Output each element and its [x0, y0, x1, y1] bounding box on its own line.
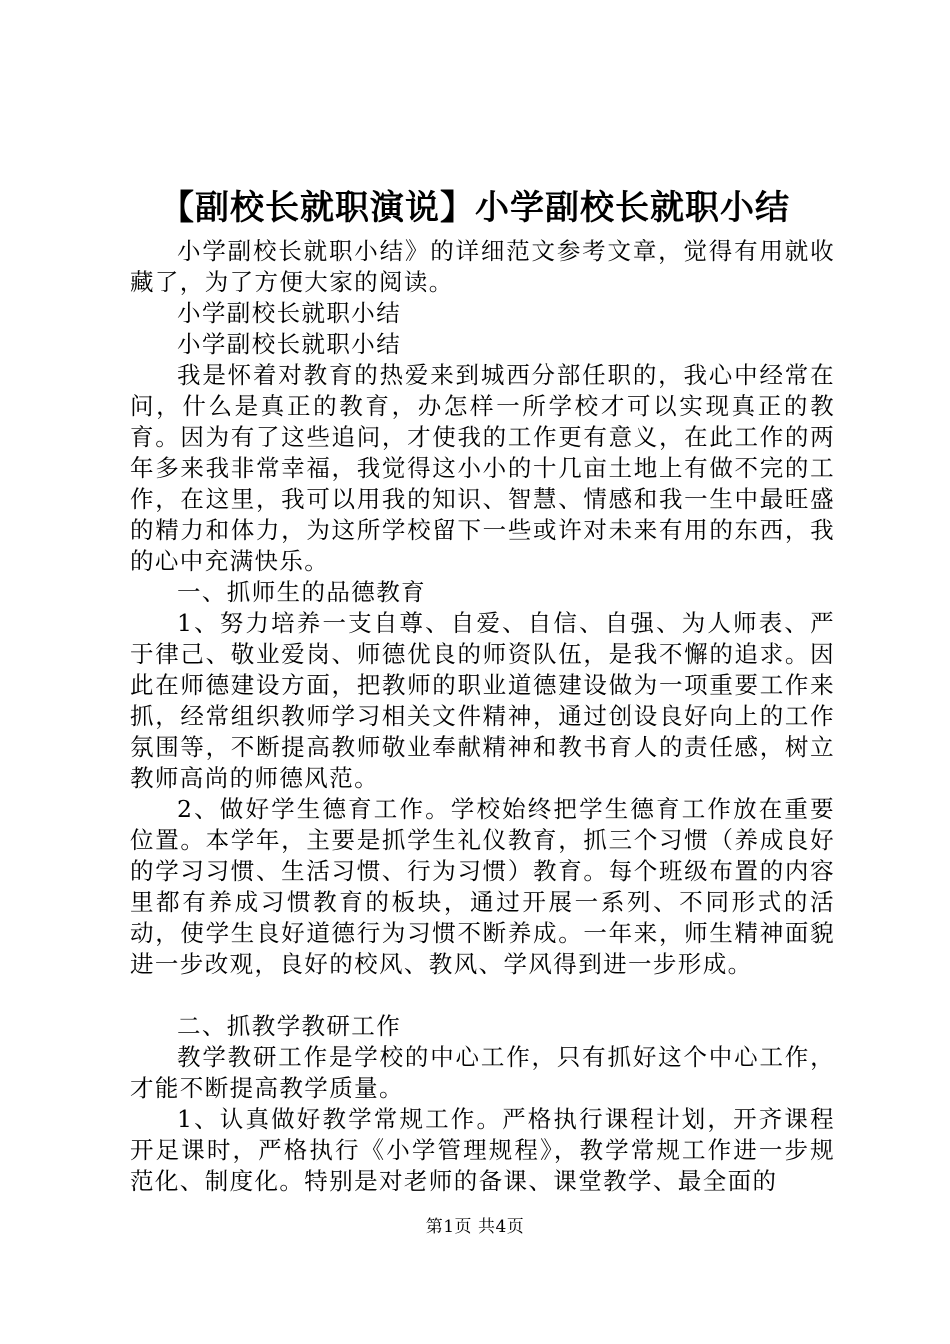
- section-heading: 二、抓教学教研工作: [177, 1012, 402, 1040]
- body-paragraph: 我是怀着对教育的热爱来到城西分部任职的，我心中经常在问，什么是真正的教育，办怎样一所学校才可以实现真正的教育。因为有了这些追问，才使我的工作更有意义，在此工作的两年多来我非常幸福，我觉得这小小的十几亩土地上有做不完的工作，在这里，我可以用我的知识、智慧、情感和我一生中最旺盛的精力和体力，为这所学校留下一些或许对未来有用的东西，我的心中充满快乐。: [130, 361, 835, 575]
- body-paragraph: 2、做好学生德育工作。学校始终把学生德育工作放在重要位置。本学年，主要是抓学生礼仪教育，抓三个习惯（养成良好的学习习惯、生活习惯、行为习惯）教育。每个班级布置的内容里都有养成习惯教育的板块，通过开展一系列、不同形式的活动，使学生良好道德行为习惯不断养成。一年来，师生精神面貌进一步改观，良好的校风、教风、学风得到进一步形成。: [130, 795, 835, 978]
- page-footer: 第1页 共4页: [425, 1217, 525, 1237]
- intro-paragraph: 小学副校长就职小结》的详细范文参考文章，觉得有用就收藏了，为了方便大家的阅读。: [130, 237, 835, 296]
- section-heading: 一、抓师生的品德教育: [177, 578, 426, 606]
- body-paragraph: 教学教研工作是学校的中心工作，只有抓好这个中心工作，才能不断提高教学质量。: [130, 1043, 835, 1102]
- body-paragraph: 1、认真做好教学常规工作。严格执行课程计划，开齐课程开足课时，严格执行《小学管理规程》，教学常规工作进一步规范化、制度化。特别是对老师的备课、课堂教学、最全面的: [130, 1105, 835, 1195]
- document-body: [130, 236, 835, 1197]
- subtitle-line: 小学副校长就职小结: [177, 330, 402, 358]
- body-paragraph: 1、努力培养一支自尊、自爱、自信、自强、为人师表、严于律己、敬业爱岗、师德优良的师资队伍，是我不懈的追求。因此在师德建设方面，把教师的职业道德建设做为一项重要工作来抓，经常组织教师学习相关文件精神，通过创设良好向上的工作氛围等，不断提高教师敬业奉献精神和教书育人的责任感，树立教师高尚的师德风范。: [130, 609, 835, 792]
- document-title: 【副校长就职演说】小学副校长就职小结: [160, 188, 790, 228]
- subtitle-line: 小学副校长就职小结: [177, 299, 402, 327]
- paragraph-gap: [130, 980, 835, 1011]
